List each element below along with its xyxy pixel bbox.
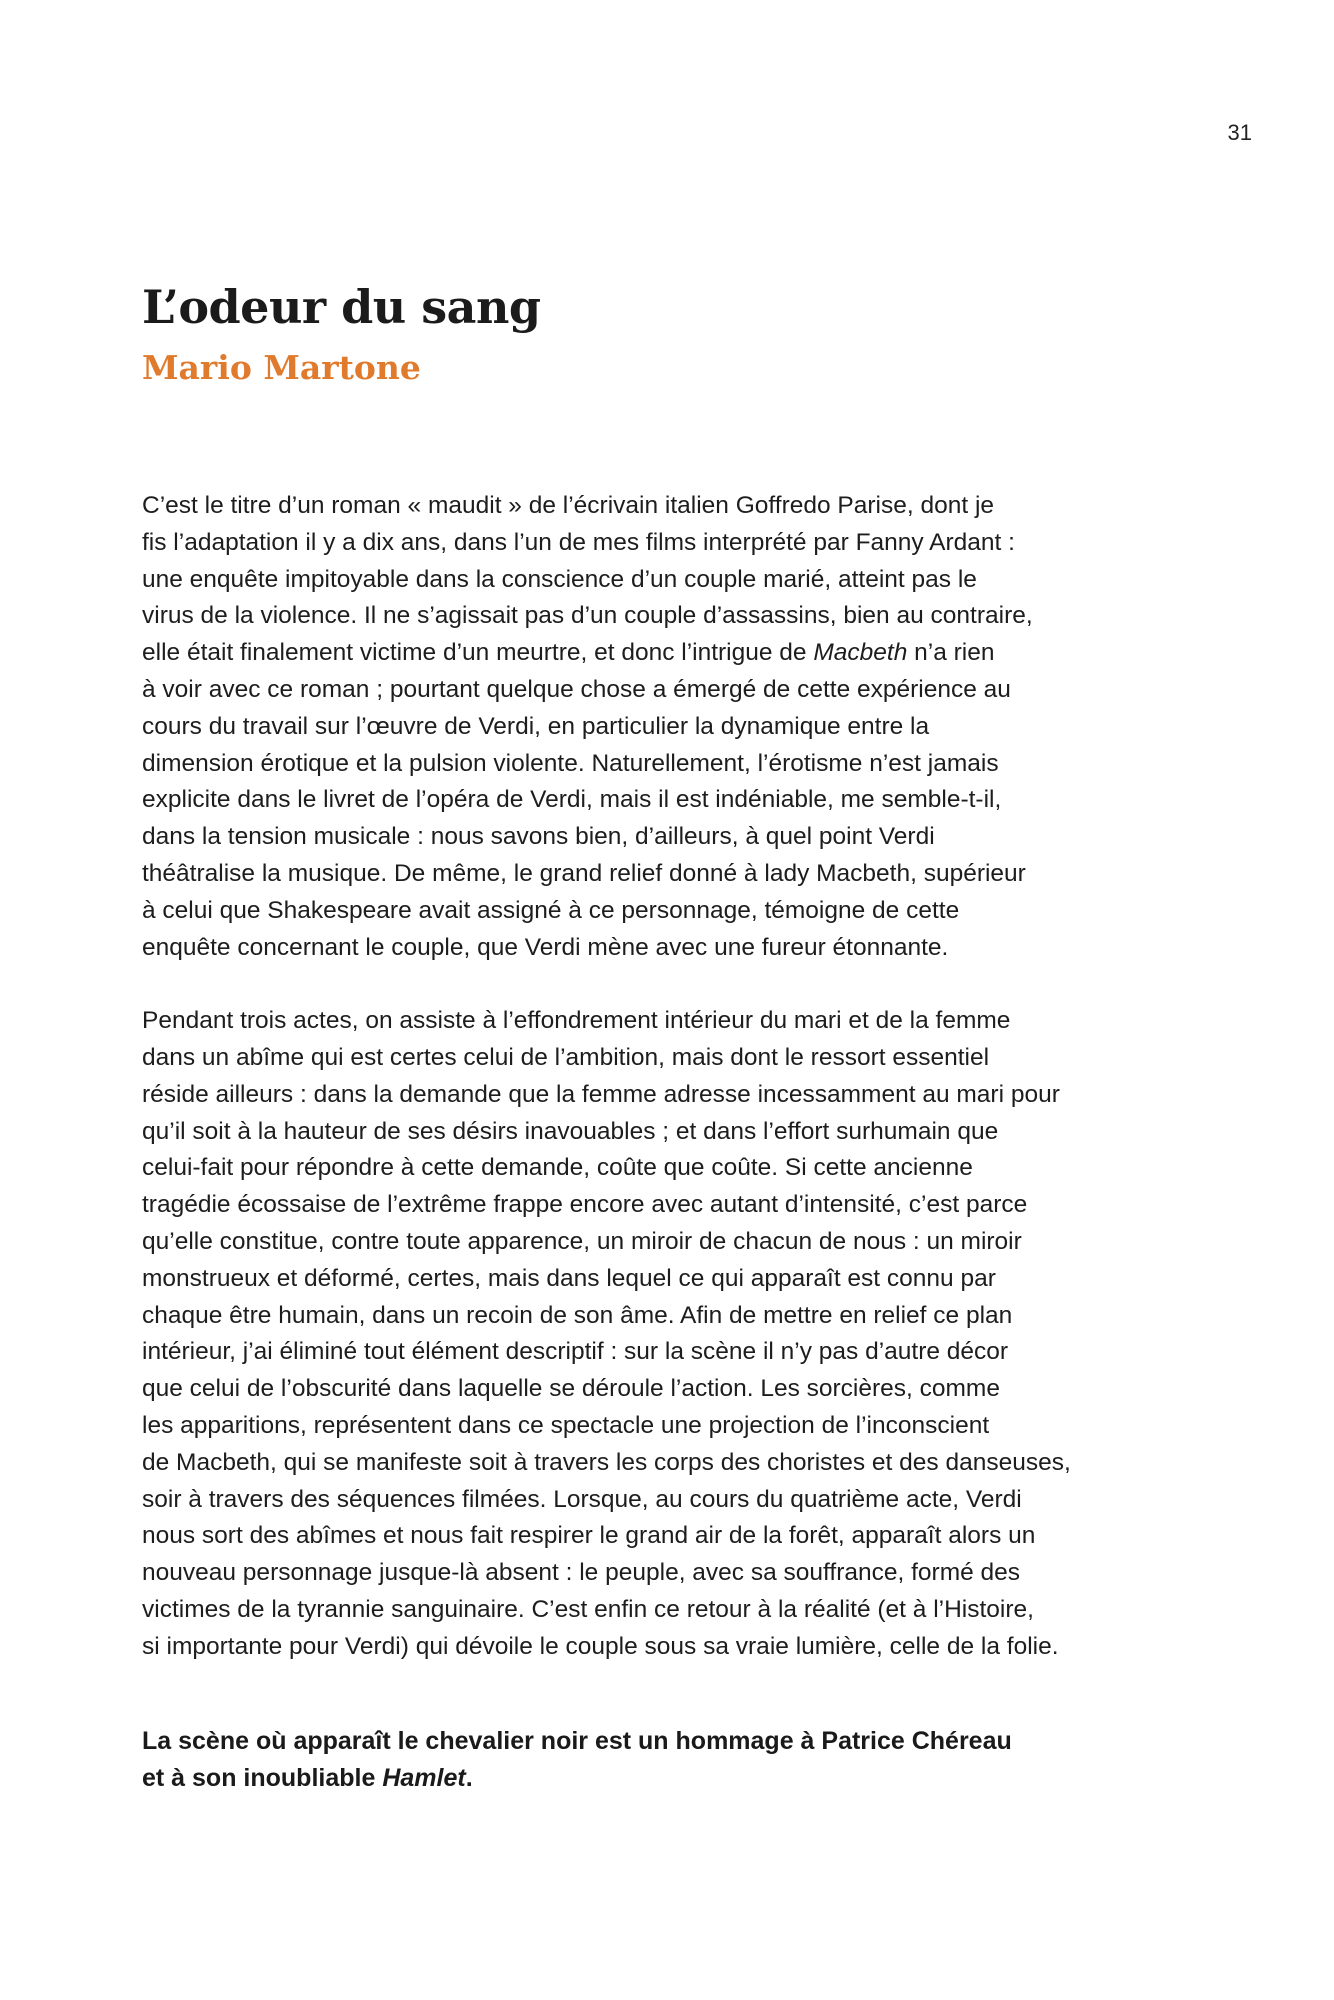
- text-segment: soir à travers des séquences filmées. Lorsque, au cours du quatrième acte, Verdi: [142, 1485, 1022, 1513]
- text-segment: les apparitions, représentent dans ce spectacle une projection de l’inconscient: [142, 1411, 990, 1439]
- text-line: [142, 1555, 1202, 1592]
- text-line: [142, 1445, 1202, 1482]
- text-segment: intérieur, j’ai éliminé tout élément descriptif : sur la scène il n’y pas d’autre décor: [142, 1338, 1009, 1366]
- text-line: [142, 1760, 1202, 1797]
- text-segment: qu’il soit à la hauteur de ses désirs inavouables ; et dans l’effort surhumain que: [142, 1117, 999, 1145]
- text-segment: dans la tension musicale : nous savons bien, d’ailleurs, à quel point Verdi: [142, 823, 935, 851]
- text-segment: de Macbeth, qui se manifeste soit à travers les corps des choristes et des danseuses,: [142, 1448, 1071, 1476]
- text-segment: La scène où apparaît le chevalier noir est un hommage à Patrice Chéreau: [142, 1727, 1012, 1755]
- text-segment: fis l’adaptation il y a dix ans, dans l’un de mes films interprété par Fanny Ardant :: [142, 528, 1015, 556]
- text-segment: celui-fait pour répondre à cette demande, coûte que coûte. Si cette ancienne: [142, 1154, 973, 1182]
- text-line: [142, 1518, 1202, 1555]
- text-segment: virus de la violence. Il ne s’agissait pas d’un couple d’assassins, bien au contraire,: [142, 602, 1033, 630]
- text-segment: nouveau personnage jusque-là absent : le peuple, avec sa souffrance, formé des: [142, 1559, 1021, 1587]
- body-paragraph-2: [142, 1003, 1202, 1665]
- text-line: [142, 1150, 1202, 1187]
- text-segment: une enquête impitoyable dans la conscience d’un couple marié, atteint pas le: [142, 565, 977, 593]
- text-line: [142, 782, 1202, 819]
- text-segment: cours du travail sur l’œuvre de Verdi, en particulier la dynamique entre la: [142, 712, 930, 740]
- text-segment: explicite dans le livret de l’opéra de Verdi, mais il est indéniable, me semble-t-il,: [142, 786, 1002, 814]
- text-segment: enquête concernant le couple, que Verdi mène avec une fureur étonnante.: [142, 933, 949, 961]
- italic-title: Macbeth: [813, 639, 908, 667]
- text-line: [142, 819, 1202, 856]
- text-segment: elle était finalement victime d’un meurtre, et donc l’intrigue de: [142, 639, 814, 667]
- text-line: [142, 525, 1202, 562]
- text-line: [142, 562, 1202, 599]
- text-line: [142, 1224, 1202, 1261]
- text-line: [142, 1261, 1202, 1298]
- text-line: [142, 1077, 1202, 1114]
- text-line: [142, 709, 1202, 746]
- text-line: [142, 1040, 1202, 1077]
- text-line: [142, 635, 1202, 672]
- body-paragraph-1: [142, 488, 1202, 966]
- article-body: [142, 488, 1202, 1666]
- text-line: [142, 1592, 1202, 1629]
- text-segment: que celui de l’obscurité dans laquelle se déroule l’action. Les sorcières, comme: [142, 1375, 1000, 1403]
- text-line: [142, 856, 1202, 893]
- text-line: [142, 1334, 1202, 1371]
- text-segment: réside ailleurs : dans la demande que la femme adresse incessamment au mari pour: [142, 1080, 1060, 1108]
- text-segment: dans un abîme qui est certes celui de l’ambition, mais dont le ressort essentiel: [142, 1043, 990, 1071]
- text-segment: nous sort des abîmes et nous fait respirer le grand air de la forêt, apparaît alors un: [142, 1522, 1036, 1550]
- text-segment: dimension érotique et la pulsion violente. Naturellement, l’érotisme n’est jamais: [142, 749, 999, 777]
- text-line: [142, 930, 1202, 967]
- italic-title: Hamlet: [382, 1763, 466, 1792]
- closing-statement: [142, 1723, 1202, 1797]
- text-segment: Pendant trois actes, on assiste à l’effondrement intérieur du mari et de la femme: [142, 1007, 1011, 1035]
- text-segment: à voir avec ce roman ; pourtant quelque chose a émergé de cette expérience au: [142, 675, 1011, 703]
- text-line: [142, 598, 1202, 635]
- article-title: L’odeur du sang: [142, 280, 541, 334]
- text-line: [142, 672, 1202, 709]
- text-line: [142, 1371, 1202, 1408]
- text-line: [142, 893, 1202, 930]
- text-line: [142, 1298, 1202, 1335]
- page-number: 31: [1227, 120, 1252, 145]
- text-line: [142, 1114, 1202, 1151]
- text-segment: victimes de la tyrannie sanguinaire. C’est enfin ce retour à la réalité (et à l’Histoire,: [142, 1595, 1034, 1623]
- text-segment: si importante pour Verdi) qui dévoile le couple sous sa vraie lumière, celle de la folie.: [142, 1632, 1059, 1660]
- article-author: Mario Martone: [142, 348, 421, 387]
- text-segment: qu’elle constitue, contre toute apparence, un miroir de chacun de nous : un miroir: [142, 1227, 1022, 1255]
- text-line: [142, 1723, 1202, 1760]
- text-segment: à celui que Shakespeare avait assigné à ce personnage, témoigne de cette: [142, 896, 960, 924]
- text-line: [142, 746, 1202, 783]
- text-segment: tragédie écossaise de l’extrême frappe encore avec autant d’intensité, c’est parce: [142, 1191, 1028, 1219]
- text-segment: n’a rien: [907, 639, 995, 667]
- text-line: [142, 1408, 1202, 1445]
- text-line: [142, 1003, 1202, 1040]
- text-segment: théâtralise la musique. De même, le grand relief donné à lady Macbeth, supérieur: [142, 859, 1026, 887]
- text-line: [142, 1482, 1202, 1519]
- text-segment: monstrueux et déformé, certes, mais dans lequel ce qui apparaît est connu par: [142, 1264, 996, 1292]
- text-segment: chaque être humain, dans un recoin de son âme. Afin de mettre en relief ce plan: [142, 1301, 1013, 1329]
- text-line: [142, 488, 1202, 525]
- text-line: [142, 1629, 1202, 1666]
- text-segment: .: [465, 1763, 473, 1792]
- text-segment: C’est le titre d’un roman « maudit » de l’écrivain italien Goffredo Parise, dont je: [142, 492, 995, 519]
- text-line: [142, 1187, 1202, 1224]
- text-segment: et à son inoubliable: [142, 1763, 383, 1792]
